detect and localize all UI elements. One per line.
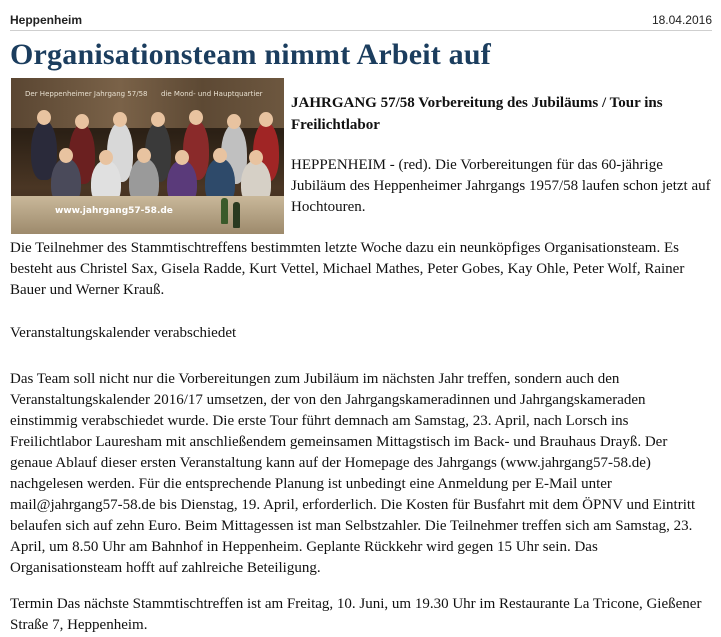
- photo-person-head: [113, 112, 127, 127]
- photo-person-head: [137, 148, 151, 163]
- photo-bottle: [233, 202, 240, 228]
- photo-person-head: [175, 150, 189, 165]
- article-photo: [11, 78, 284, 234]
- photo-bottle: [221, 198, 228, 224]
- photo-person-head: [99, 150, 113, 165]
- photo-person-head: [249, 150, 263, 165]
- photo-person-head: [151, 112, 165, 127]
- article-subhead: JAHRGANG 57/58 Vorbereitung des Jubiläums / Tour ins Freilichtlabor: [291, 95, 663, 133]
- photo-url-overlay: www.jahrgang57-58.de: [55, 206, 173, 216]
- photo-person-head: [213, 148, 227, 163]
- photo-person-head: [59, 148, 73, 163]
- article-section-heading: Veranstaltungskalender verabschiedet: [10, 325, 237, 341]
- article-paragraph: Das Team soll nicht nur die Vorbereitungen zum Jubiläum im nächsten Jahr treffen, sondern auch den Veranstaltungskalender 2016/17 umsetzen, der von den Jahrgangskameradinnen und Jahrgangskameraden einstimmig verabschiedet wurde. Die erste Tour führt demnach am Samstag, 23. April, nach Lorsch ins Freilichtlabor Lauresham mit anschließendem gemeinsamen Mittagstisch im Back- und Brauhaus Drayß. Der genaue Ablauf dieser ersten Veranstaltung kann auf der Homepage des Jahrgangs (www.jahrgang57-58.de) nachgelesen werden. Für die entsprechende Planung ist unbedingt eine Anmeldung per E-Mail unter mail@jahrgang57-58.de bis Dienstag, 19. April, erforderlich. Die Kosten für Busfahrt mit dem ÖPNV und Eintritt belaufen sich auf zehn Euro. Beim Mittagessen ist man Selbstzahler. Die Teilnehmer treffen sich am Samstag, 23. April, um 8.50 Uhr am Bahnhof in Heppenheim. Geplante Rückkehr wird gegen 15 Uhr sein. Das Organisationsteam hofft auf zahlreiche Beteiligung.: [10, 371, 696, 576]
- photo-person-head: [189, 110, 203, 125]
- article-paragraph: Die Teilnehmer des Stammtischtreffens bestimmten letzte Woche dazu ein neunköpfiges Organisationsteam. Es besteht aus Christel Sax, Gisela Radde, Kurt Vettel, Michael Mathes, Peter Gobes, Kay Ohle, Peter Wolf, Rainer Bauer und Werner Krauß.: [10, 240, 685, 298]
- article-paragraph: Termin Das nächste Stammtischtreffen ist am Freitag, 10. Juni, um 19.30 Uhr im Restaurante La Tricone, Gießener Straße 7, Heppenheim.: [10, 596, 702, 633]
- photo-person-head: [227, 114, 241, 129]
- location-label: Heppenheim: [10, 13, 83, 27]
- publish-date: 18.04.2016: [651, 13, 712, 27]
- article-headline: Organisationsteam nimmt Arbeit auf: [10, 38, 491, 71]
- article-intro: HEPPENHEIM - (red). Die Vorbereitungen für das 60-jährige Jubiläum des Heppenheimer Jahrgangs 1957/58 laufen schon jetzt auf Hochtouren.: [291, 157, 711, 215]
- photo-sign-right: die Mond- und Hauptquartier: [161, 90, 263, 98]
- photo-sign-left: Der Heppenheimer Jahrgang 57/58: [25, 90, 148, 98]
- photo-person-head: [75, 114, 89, 129]
- photo-background-wall: [11, 78, 284, 128]
- photo-person-head: [259, 112, 273, 127]
- photo-person-head: [37, 110, 51, 125]
- article-header: [10, 12, 712, 31]
